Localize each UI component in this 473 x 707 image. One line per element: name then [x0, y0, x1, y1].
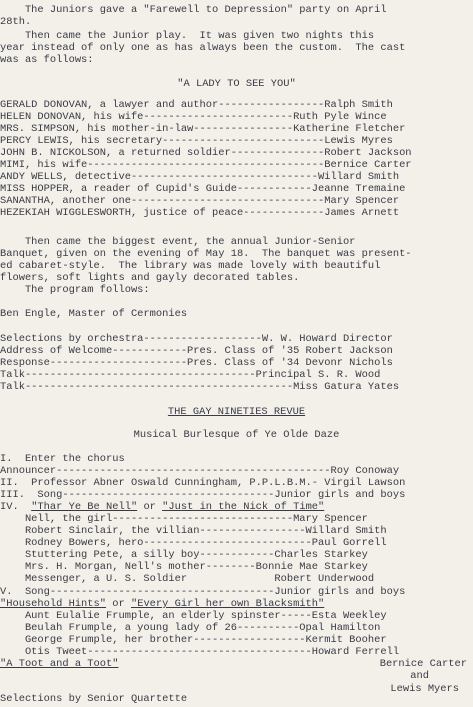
- banquet-line: flowers, soft lights and gayly decorated tables.: [0, 272, 300, 284]
- cast-line: ANDY WELLS, detective------------------------------Willard Smith: [0, 171, 400, 183]
- revue-title: THE GAY NINETIES REVUE: [167, 406, 306, 418]
- revue-line: Announcer--------------------------------------------Roy Conoway: [0, 465, 400, 477]
- act-four-cast-line: Robert Sinclair, the villian-----------------Willard Smith: [0, 525, 387, 537]
- hints-cast-line: Beulah Frumple, a young lady of 26----------Opal Hamilton: [0, 622, 381, 634]
- cast-line: JOHN B. NICKOLSON, a returned soldier---------------Robert Jackson: [0, 147, 412, 159]
- revue-line: II. Professor Abner Oswald Cunningham, P.P.L.B.M.- Virgil Lawson: [0, 477, 406, 489]
- toot-title: "A Toot and a Toot": [0, 658, 119, 670]
- program-line: Response----------------------Pres. Class of '34 Devonr Nichols: [0, 357, 393, 369]
- act-four-or: or: [137, 501, 163, 513]
- cast-line: MISS HOPPER, a reader of Cupid's Guide------------Jeanne Tremaine: [0, 183, 406, 195]
- cast-line: SANANTHA, another one-------------------------------Mary Spencer: [0, 195, 400, 207]
- intro-line: The Juniors gave a "Farewell to Depression" party on April: [0, 4, 387, 16]
- play-title: "A LADY TO SEE YOU": [177, 78, 296, 90]
- cast-line: MRS. SIMPSON, his mother-in-law----------------Katherine Fletcher: [0, 123, 406, 135]
- banquet-line: The program follows:: [0, 284, 150, 296]
- toot-performer-2: Lewis Myers: [390, 683, 459, 695]
- cast-line: PERCY LEWIS, his secretary--------------------------Lewis Myres: [0, 135, 393, 147]
- act-four-cast-line: Mrs. H. Morgan, Nell's mother--------Bonnie Mae Starkey: [0, 561, 368, 573]
- hints-title-a: "Household Hints": [0, 598, 107, 610]
- act-four-cast-line: Rodney Bowers, hero---------------------------Paul Gorrell: [0, 537, 387, 549]
- act-four-title-b: "Just in the Nick of Time": [162, 501, 325, 513]
- act-four-number: IV.: [0, 501, 32, 513]
- intro-line: Then came the Junior play. It was given two nights this: [0, 30, 375, 42]
- cast-line: HELEN DONOVAN, his wife------------------------Ruth Pyle Wince: [0, 111, 387, 123]
- hints-cast-line: Aunt Eulalie Frumple, an elderly spinster-----Esta Weekley: [0, 610, 387, 622]
- cast-line: GERALD DONOVAN, a lawyer and author-----------------Ralph Smith: [0, 99, 393, 111]
- banquet-line: ed cabaret-style. The library was made lovely with beautiful: [0, 260, 381, 272]
- program-line: Address of Welcome------------Pres. Class of '35 Robert Jackson: [0, 345, 393, 357]
- act-four-cast-line: Messenger, a U. S. Soldier Robert Underwood: [0, 573, 375, 585]
- intro-line: was as follows:: [0, 54, 94, 66]
- household-hints-heading: [0, 598, 324, 610]
- act-four-cast-line: Stuttering Pete, a silly boy------------Charles Starkey: [0, 549, 368, 561]
- revue-line: III. Song----------------------------------Junior girls and boys: [0, 489, 406, 501]
- act-four-title-a: "Thar Ye Be Nell": [31, 501, 138, 513]
- act-five-line: V. Song------------------------------------Junior girls and boys: [0, 586, 406, 598]
- intro-line: year instead of only one as has always been the custom. The cast: [0, 42, 406, 54]
- cast-line: HEZEKIAH WIGGLESWORTH, justice of peace-------------James Arnett: [0, 207, 400, 219]
- program-line: Talk-------------------------------------Principal S. R. Wood: [0, 369, 381, 381]
- act-four-cast-line: Nell, the girl-----------------------------Mary Spencer: [0, 513, 368, 525]
- hints-cast-line: George Frumple, her brother------------------Kermit Booher: [0, 634, 387, 646]
- act-four-heading: [0, 501, 324, 513]
- toot-and: and: [410, 670, 429, 682]
- intro-line: 28th.: [0, 16, 32, 28]
- program-line: Talk-------------------------------------------Miss Gatura Yates: [0, 381, 400, 393]
- hints-cast-line: Otis Tweet------------------------------------Howard Ferrell: [0, 646, 400, 658]
- toot-performer-1: Bernice Carter: [379, 658, 467, 670]
- banquet-line: Then came the biggest event, the annual Junior-Senior: [0, 236, 356, 248]
- revue-subtitle: Musical Burlesque of Ye Olde Daze: [133, 429, 340, 441]
- hints-or: or: [106, 598, 131, 610]
- revue-line: I. Enter the chorus: [0, 453, 125, 465]
- hints-title-b: "Every Girl her own Blacksmith": [130, 598, 325, 610]
- closing-line: Selections by Senior Quartette: [0, 693, 188, 705]
- banquet-line: Banquet, given on the evening of May 18. The banquet was present-: [0, 248, 412, 260]
- program-line: Selections by orchestra-------------------W. W. Howard Director: [0, 333, 393, 345]
- master-of-ceremonies: Ben Engle, Master of Cermonies: [0, 308, 188, 320]
- cast-line: MIMI, his wife--------------------------------------Bernice Carter: [0, 159, 412, 171]
